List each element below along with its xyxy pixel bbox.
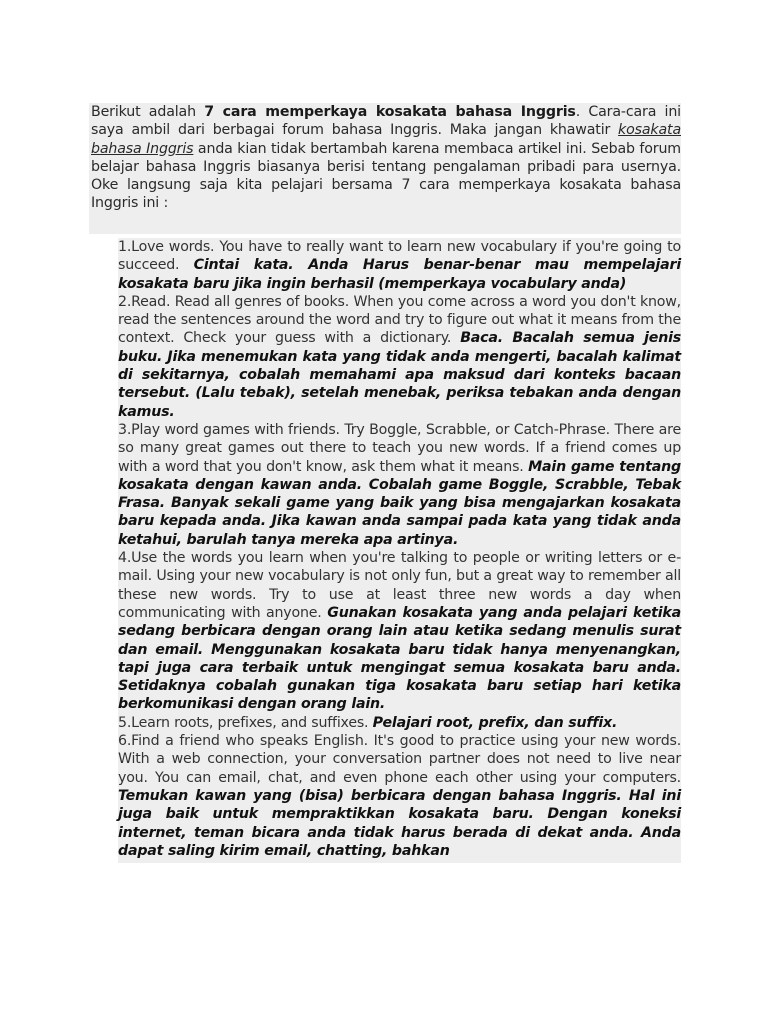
intro-tail: anda kian tidak bertambah karena membaca artikel ini. Sebab forum belajar bahasa Inggris biasanya berisi tentang pengalaman pribadi para usernya. Oke langsung saja kita pelajari bersama 7 cara memperkaya kosakata bahasa Inggris ini :: [91, 140, 681, 212]
list-item: [118, 549, 681, 714]
tips-list: [118, 238, 681, 863]
list-item: [118, 238, 681, 293]
intro-bold-title: 7 cara memperkaya kosakata bahasa Inggris: [204, 104, 576, 121]
item-english: 4.Use the words you learn when you're talking to people or writing letters or e-mail. Using your new vocabulary is not only fun, but a great way to remember all these new words. Try to use at least three new words a day when communicating with anyone.: [118, 550, 681, 621]
intro-after-bold: . Cara-cara ini saya ambil dari berbagai forum bahasa Inggris. Maka jangan khawatir: [91, 104, 681, 139]
item-indonesian: Gunakan kosakata yang anda pelajari ketika sedang berbicara dengan orang lain atau ketika sedang menulis surat dan email. Menggunakan kosakata baru tidak hanya menyenangkan, tapi juga cara terbaik untuk mengingat semua kosakata baru anda. Setidaknya cobalah gunakan tiga kosakata baru setiap hari ketika berkomunikasi dengan orang lain.: [118, 604, 681, 713]
item-english: 1.Love words. You have to really want to learn new vocabulary if you're going to succeed.: [118, 239, 681, 274]
list-item: [118, 421, 681, 549]
list-item: [118, 714, 681, 732]
intro-lead: Berikut adalah: [91, 104, 205, 121]
item-indonesian: Baca. Bacalah semua jenis buku. Jika menemukan kata yang tidak anda mengerti, bacalah kalimat di sekitarnya, cobalah memahami apa maksud dari konteks bacaan tersebut. (Lalu tebak), setelah menebak, periksa tebakan anda dengan kamus.: [118, 330, 682, 420]
list-item: [118, 293, 681, 421]
item-english: 5.Learn roots, prefixes, and suffixes.: [118, 714, 373, 731]
item-english: 3.Play word games with friends. Try Boggle, Scrabble, or Catch-Phrase. There are so many great games out there to teach you new words. If a friend comes up with a word that you don't know, ask them what it means.: [118, 421, 681, 475]
item-indonesian: Main game tentang kosakata dengan kawan anda. Cobalah game Boggle, Scrabble, Tebak Frasa. Banyak sekali game yang baik yang bisa mengajarkan kosakata baru kepada anda. Jika kawan anda sampai pada kata yang tidak anda ketahui, barulah tanya mereka apa artinya.: [118, 458, 681, 548]
item-indonesian: Cintai kata. Anda Harus benar-benar mau mempelajari kosakata baru jika ingin berhasil (memperkaya vocabulary anda): [118, 257, 681, 292]
item-english: 2.Read. Read all genres of books. When you come across a word you don't know, read the sentences around the word and try to figure out what it means from the context. Check your guess with a dictionary.: [118, 293, 681, 347]
item-indonesian: Temukan kawan yang (bisa) berbicara dengan bahasa Inggris. Hal ini juga baik untuk mempraktikkan kosakata baru. Dengan koneksi internet, teman bicara anda tidak harus berada di dekat anda. Anda dapat saling kirim email, chatting, bahkan: [118, 787, 681, 859]
intro-paragraph: [89, 103, 681, 234]
list-item: [118, 732, 681, 860]
item-english: 6.Find a friend who speaks English. It's good to practice using your new words. With a web connection, your conversation partner does not need to live near you. You can email, chat, and even phone each other using your computers.: [118, 733, 681, 786]
item-indonesian: Pelajari root, prefix, dan suffix.: [372, 714, 618, 731]
kosakata-link[interactable]: kosakata bahasa Inggris: [91, 122, 681, 157]
